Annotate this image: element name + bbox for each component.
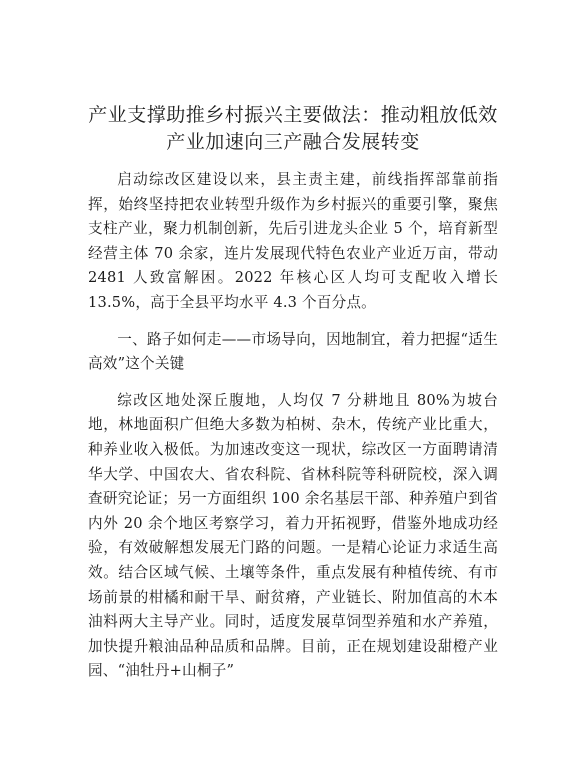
intro-paragraph: 启动综改区建设以来，县主责主建，前线指挥部靠前指挥，始终坚持把农业转型升级作为乡村振兴的重要引擎，聚焦支柱产业，聚力机制创新，先后引进龙头企业 5 个，培育新型经营主体 70 余家，连片发展现代特色农业产业近万亩，带动 2481 人致富解困。2022 年核心区人均可支配收入增长 13.5%，高于全县平均水平 4.3 个百分点。 [88, 171, 498, 311]
section-heading: 一、路子如何走——市场导向，因地制宜，着力把握“适生高效”这个关键 [88, 330, 498, 373]
body-paragraph: 综改区地处深丘腹地，人均仅 7 分耕地且 80%为坡台地，林地面积广但绝大多数为柏树、杂木，传统产业比重大，种养业收入极低。为加速改变这一现状，综改区一方面聘请清华大学、中国农大、省农科院、省林科院等科研院校，深入调查研究论证；另一方面组织 100 余名基层干部、种养殖户到省内外 20 余个地区考察学习，着力开拓视野，借鉴外地成功经验，有效破解想发展无门路的问题。一是精心论证力求适生高效。结合区域气候、土壤等条件，重点发展有种植传统、有市场前景的柑橘和耐干旱、耐贫瘠，产业链长、附加值高的木本油料两大主导产业。同时，适度发展草饲型养殖和水产养殖，加快提升粮油品种品质和品牌。目前，正在规划建设甜橙产业园、“油牡丹+山桐子” [88, 391, 498, 680]
document-title: 产业支撑助推乡村振兴主要做法：推动粗放低效产业加速向三产融合发展转变 [88, 104, 498, 153]
